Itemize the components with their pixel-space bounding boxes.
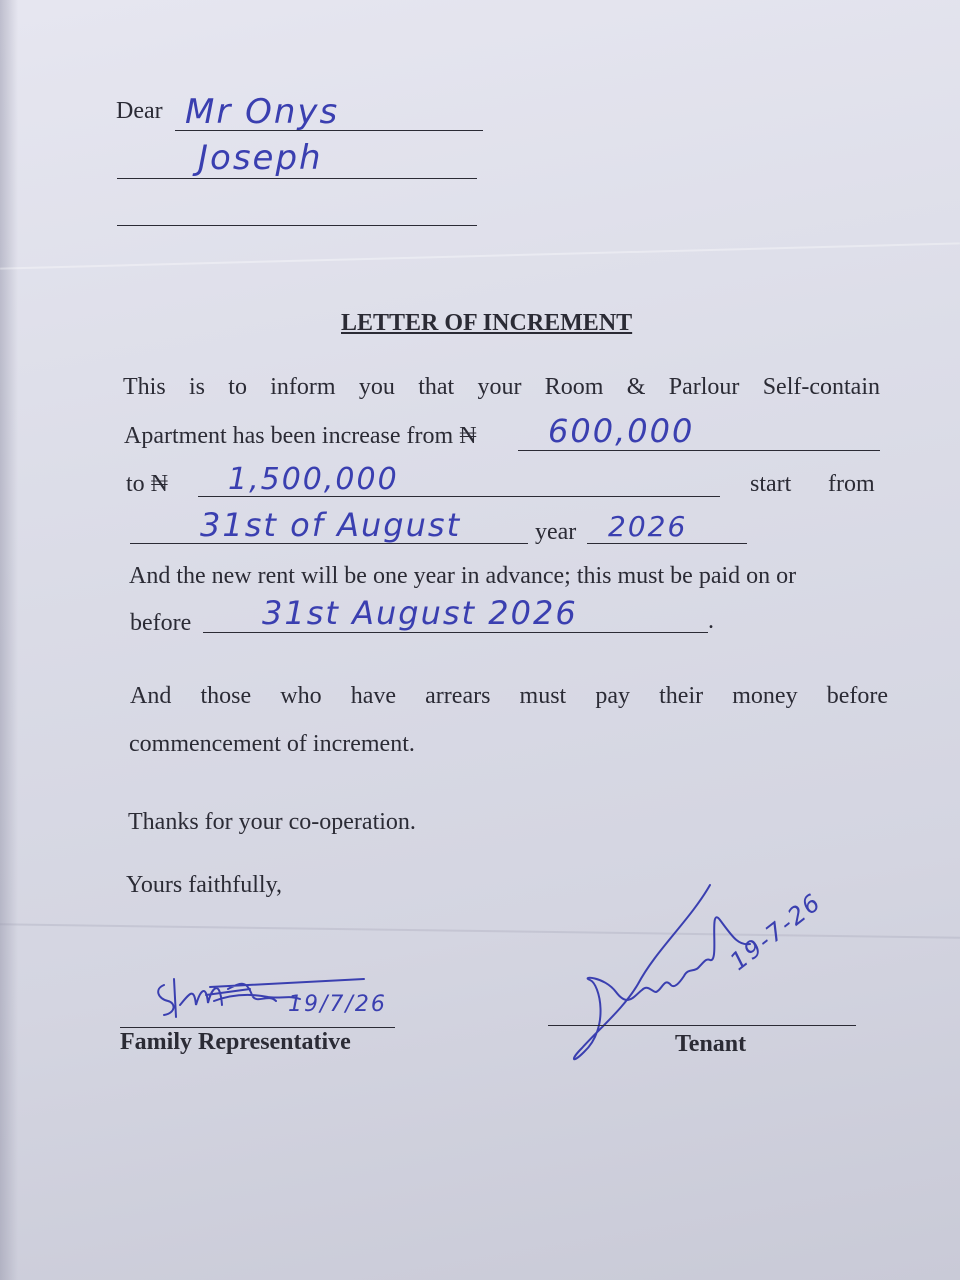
body-line-3-prefix: to ₦: [126, 471, 168, 497]
start-date: 31st of August: [200, 506, 462, 544]
name-line-3: [117, 225, 477, 226]
letter-title: LETTER OF INCREMENT: [341, 310, 633, 336]
year-label: year: [535, 519, 577, 545]
thanks-line: Thanks for your co-operation.: [128, 809, 416, 835]
body-line-2-prefix: Apartment has been increase from ₦: [124, 423, 477, 449]
due-date: 31st August 2026: [262, 594, 578, 632]
year-value: 2026: [608, 510, 688, 543]
recipient-name-line-1: Mr Onys: [185, 92, 340, 132]
tenant-label: Tenant: [675, 1031, 747, 1057]
from-word: from: [828, 471, 875, 497]
representative-line: [120, 1027, 395, 1028]
arrears-line-2: commencement of increment.: [129, 731, 415, 757]
start-word: start: [750, 471, 792, 497]
before-label: before: [130, 610, 192, 636]
paper-shadow: [0, 0, 18, 1280]
due-date-period: .: [708, 608, 714, 634]
representative-label: Family Representative: [120, 1029, 351, 1055]
closing-line: Yours faithfully,: [126, 872, 283, 898]
recipient-name-line-2: Joseph: [198, 138, 323, 178]
old-amount-line: [518, 450, 880, 451]
representative-date: 19/7/26: [288, 992, 387, 1017]
body-line-1: This is to inform you that your Room & Parlour Self-contain: [123, 374, 880, 400]
year-line: [587, 543, 747, 544]
body-line-5: And the new rent will be one year in advance; this must be paid on or: [129, 563, 797, 589]
new-amount: 1,500,000: [228, 462, 399, 497]
tenant-date: 19-7-26: [724, 887, 827, 976]
arrears-line-1: And those who have arrears must pay their money before: [130, 683, 888, 709]
due-date-line: [203, 632, 708, 633]
name-line-2: [117, 178, 477, 179]
old-amount: 600,000: [548, 412, 695, 450]
salutation-label: Dear: [116, 98, 163, 124]
tenant-line: [548, 1025, 856, 1026]
